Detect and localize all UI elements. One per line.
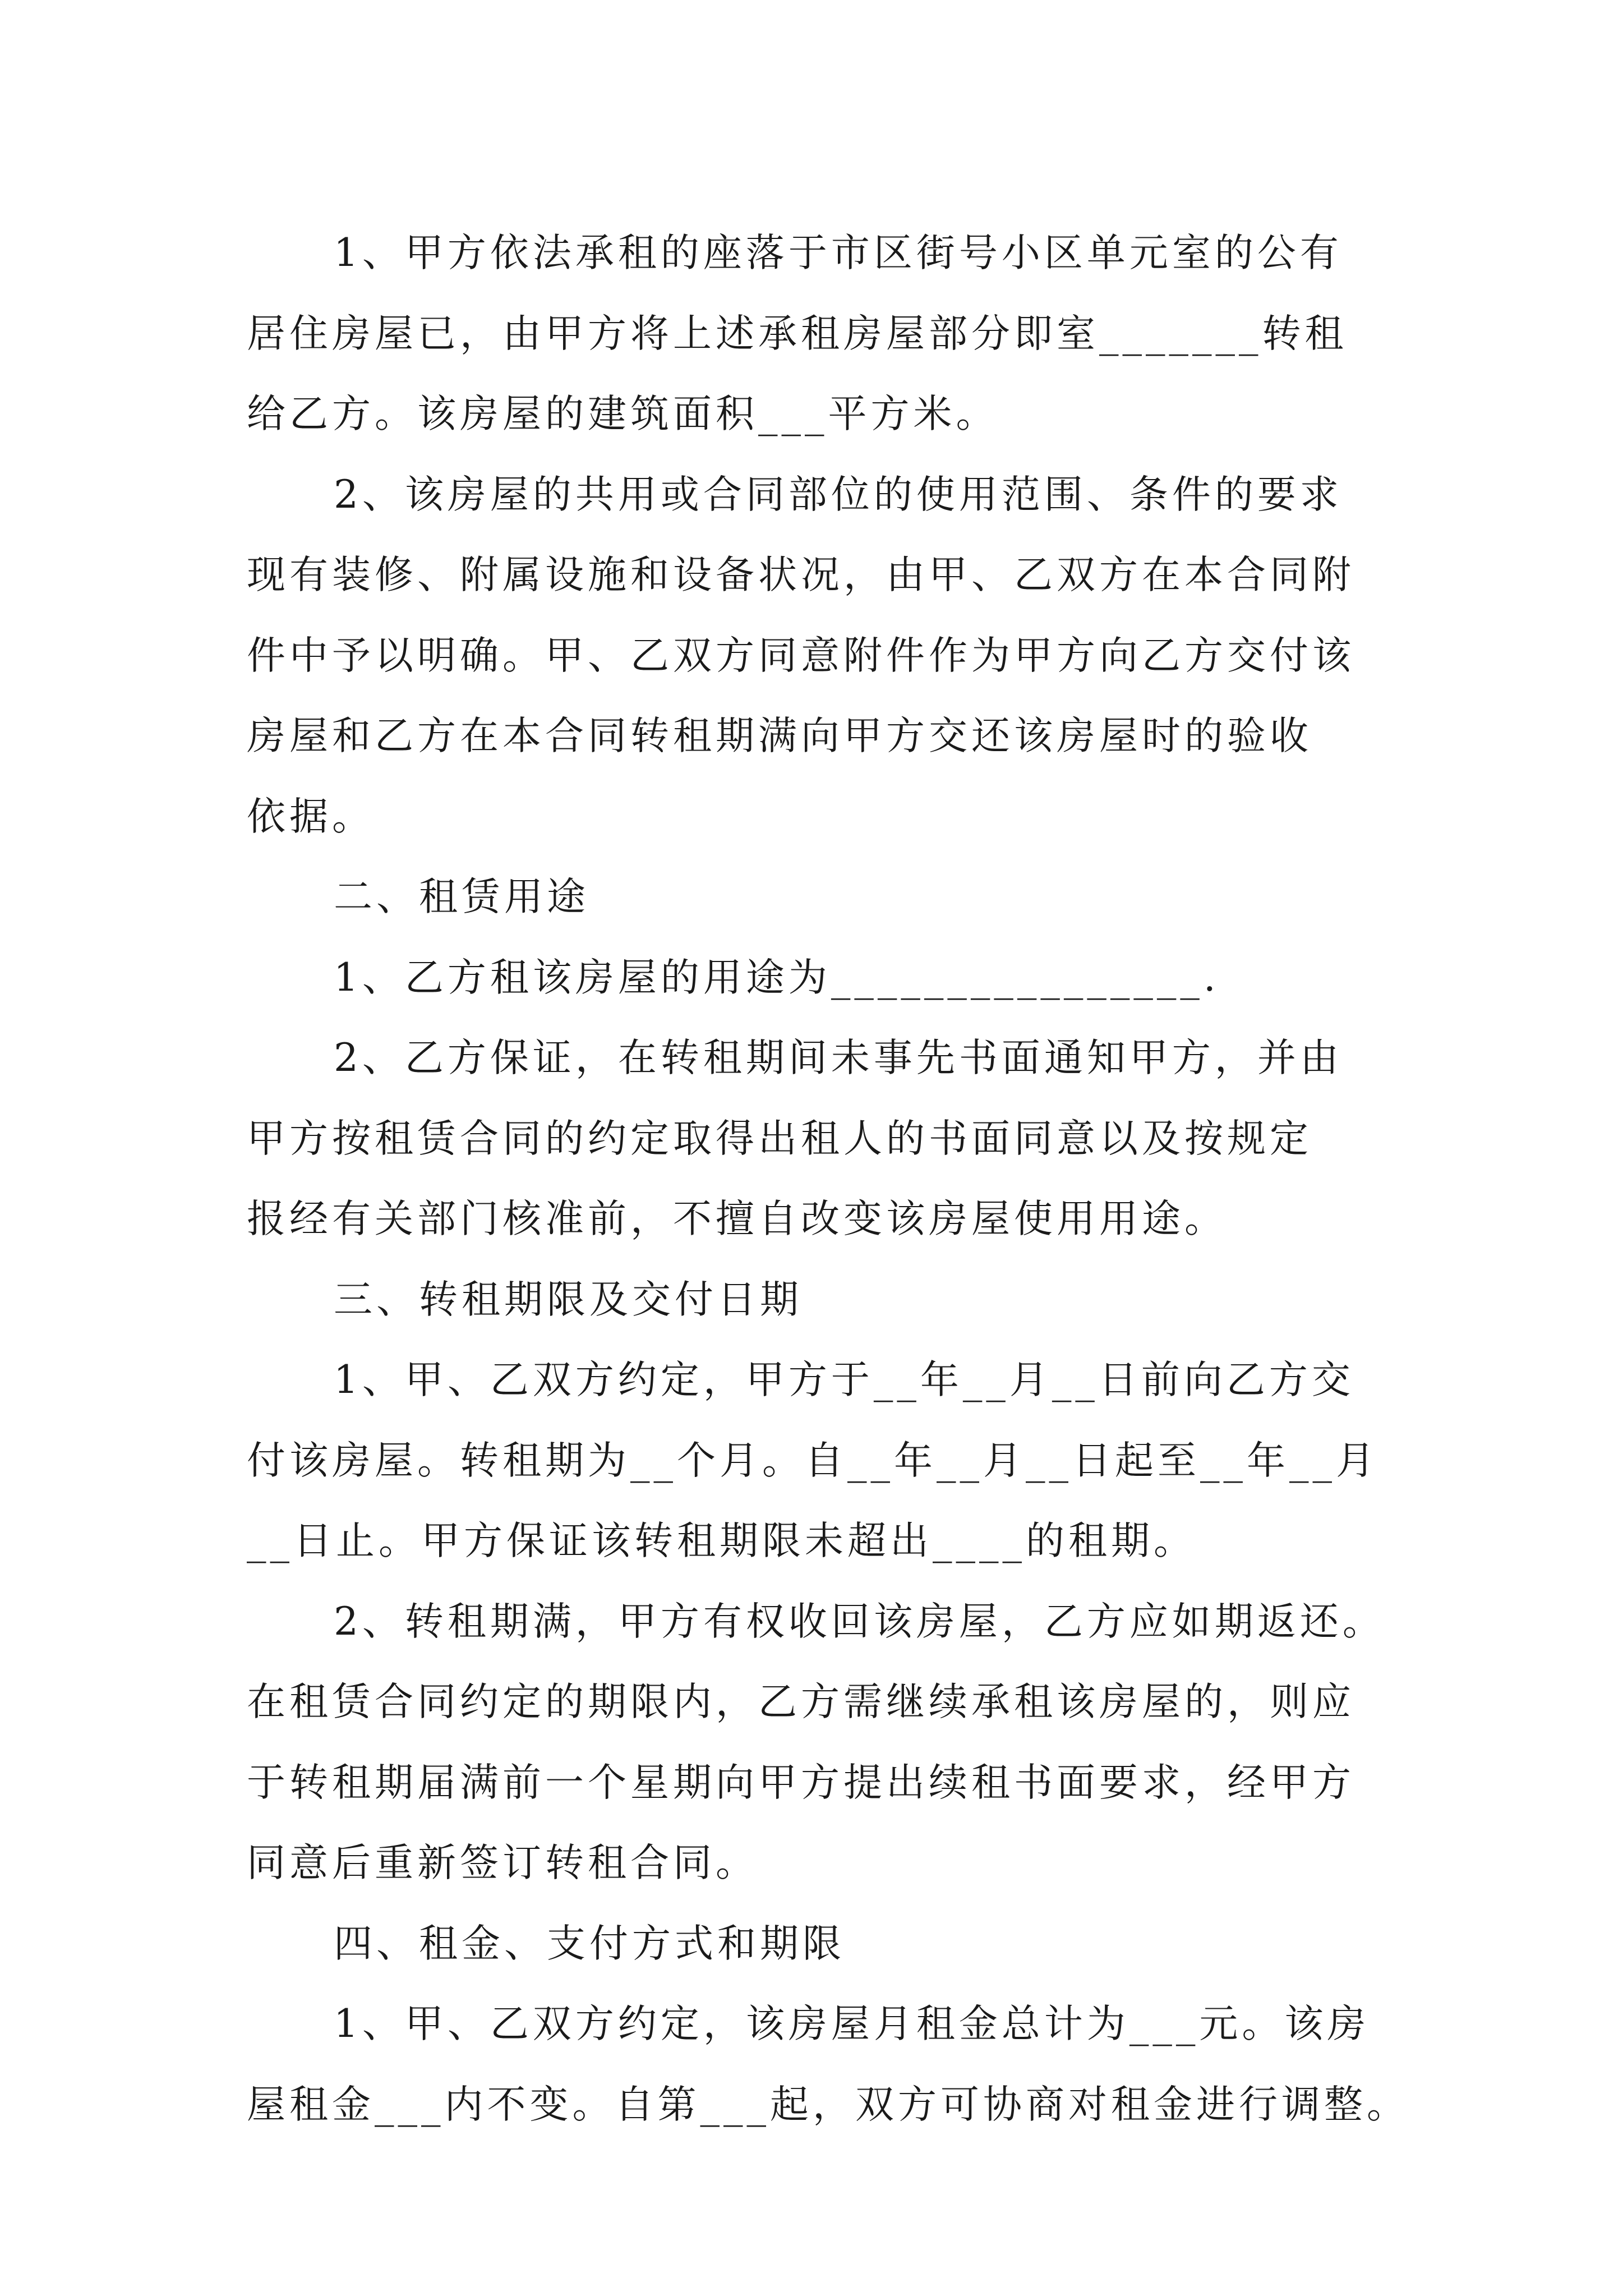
text-line: 2、乙方保证，在转租期间未事先书面通知甲方，并由 xyxy=(334,1036,1343,1080)
text-line: 同意后重新签订转租合同。 xyxy=(247,1841,758,1885)
text-line: 于转租期届满前一个星期向甲方提出续租书面要求，经甲方 xyxy=(247,1760,1355,1805)
text-line: 依据。 xyxy=(247,794,375,839)
text-line: 报经有关部门核准前，不擅自改变该房屋使用用途。 xyxy=(247,1197,1227,1241)
text-line: 1、甲、乙双方约定，甲方于__年__月__日前向乙方交 xyxy=(334,1358,1354,1402)
text-line: 2、转租期满，甲方有权收回该房屋，乙方应如期返还。 xyxy=(334,1599,1385,1644)
text-line: 1、甲方依法承租的座落于市区街号小区单元室的公有 xyxy=(334,231,1343,275)
text-line: __日止。甲方保证该转租期限未超出____的租期。 xyxy=(247,1519,1196,1563)
text-line: 现有装修、附属设施和设备状况，由甲、乙双方在本合同附 xyxy=(247,553,1355,597)
section-heading: 三、转租期限及交付日期 xyxy=(334,1277,803,1322)
section-heading: 二、租赁用途 xyxy=(334,875,589,919)
text-line: 1、甲、乙双方约定，该房屋月租金总计为___元。该房 xyxy=(334,2001,1370,2046)
text-line: 居住房屋已，由甲方将上述承租房屋部分即室_______转租 xyxy=(247,311,1348,356)
text-line: 付该房屋。转租期为__个月。自__年__月__日起至__年__月 xyxy=(247,1438,1378,1483)
text-line: 2、该房屋的共用或合同部位的使用范围、条件的要求 xyxy=(334,472,1343,517)
text-line: 屋租金___内不变。自第___起，双方可协商对租金进行调整。 xyxy=(247,2082,1409,2127)
text-line: 房屋和乙方在本合同转租期满向甲方交还该房屋时的验收 xyxy=(247,714,1312,758)
section-heading: 四、租金、支付方式和期限 xyxy=(334,1921,845,1966)
text-line: 给乙方。该房屋的建筑面积___平方米。 xyxy=(247,392,999,436)
text-line: 1、乙方租该房屋的用途为________________. xyxy=(334,955,1220,1000)
text-line: 件中予以明确。甲、乙双方同意附件作为甲方向乙方交付该 xyxy=(247,633,1355,678)
document-body xyxy=(247,213,1409,2145)
text-line: 甲方按租赁合同的约定取得出租人的书面同意以及按规定 xyxy=(247,1116,1312,1161)
text-line: 在租赁合同约定的期限内，乙方需继续承租该房屋的，则应 xyxy=(247,1680,1355,1724)
